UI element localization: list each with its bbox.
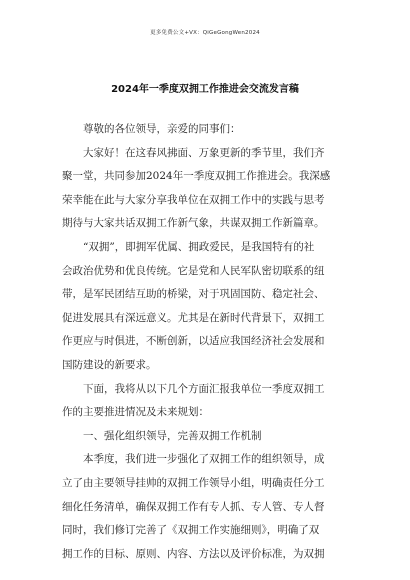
body-line: 本季度，我们进一步强化了双拥工作的组织领导，成 bbox=[83, 453, 325, 466]
body-line: 带，是军民团结互助的桥梁，对于巩固国防、稳定社会、 bbox=[62, 288, 325, 301]
section-heading: 一、强化组织领导，完善双拥工作机制 bbox=[83, 429, 262, 442]
body-line: “双拥”，即拥军优属、拥政爱民，是我国特有的社 bbox=[83, 240, 315, 253]
body-line: 大家好！在这春风拂面、万象更新的季节里，我们齐 bbox=[83, 146, 325, 159]
body-line: 立了由主要领导挂帅的双拥工作领导小组，明确责任分工 bbox=[62, 476, 325, 489]
body-line: 促进发展具有深远意义。尤其是在新时代背景下，双拥工 bbox=[62, 311, 325, 324]
document-title: 2024年一季度双拥工作推进会交流发言稿 bbox=[111, 84, 299, 95]
body-line: 期待与大家共话双拥工作新气象，共谋双拥工作新篇章。 bbox=[62, 217, 325, 230]
header-note: 更多免费公文+VX：QiGeGongWen2024 bbox=[150, 30, 260, 36]
body-line: 同时，我们修订完善了《双拥工作实施细则》，明确了双 bbox=[62, 524, 320, 537]
body-line: 细化任务清单，确保双拥工作有专人抓、专人管、专人督 bbox=[62, 500, 325, 513]
body-line: 下面，我将从以下几个方面汇报我单位一季度双拥工 bbox=[83, 382, 325, 395]
document-body bbox=[62, 118, 352, 566]
body-line: 荣幸能在此与大家分享我单位在双拥工作中的实践与思考 bbox=[62, 193, 325, 206]
body-line: 会政治优势和优良传统。它是党和人民军队密切联系的纽 bbox=[62, 264, 325, 277]
body-line: 国防建设的新要求。 bbox=[62, 358, 157, 371]
body-line: 聚一堂，共同参加2024年一季度双拥工作推进会。我深感 bbox=[62, 170, 331, 183]
body-line: 作更应与时俱进，不断创新，以适应我国经济社会发展和 bbox=[62, 335, 325, 348]
body-line: 作的主要推进情况及未来规划： bbox=[62, 406, 209, 419]
body-line: 拥工作的目标、原则、内容、方法以及评价标准，为双拥 bbox=[62, 547, 325, 560]
body-line: 尊敬的各位领导，亲爱的同事们： bbox=[83, 123, 241, 135]
